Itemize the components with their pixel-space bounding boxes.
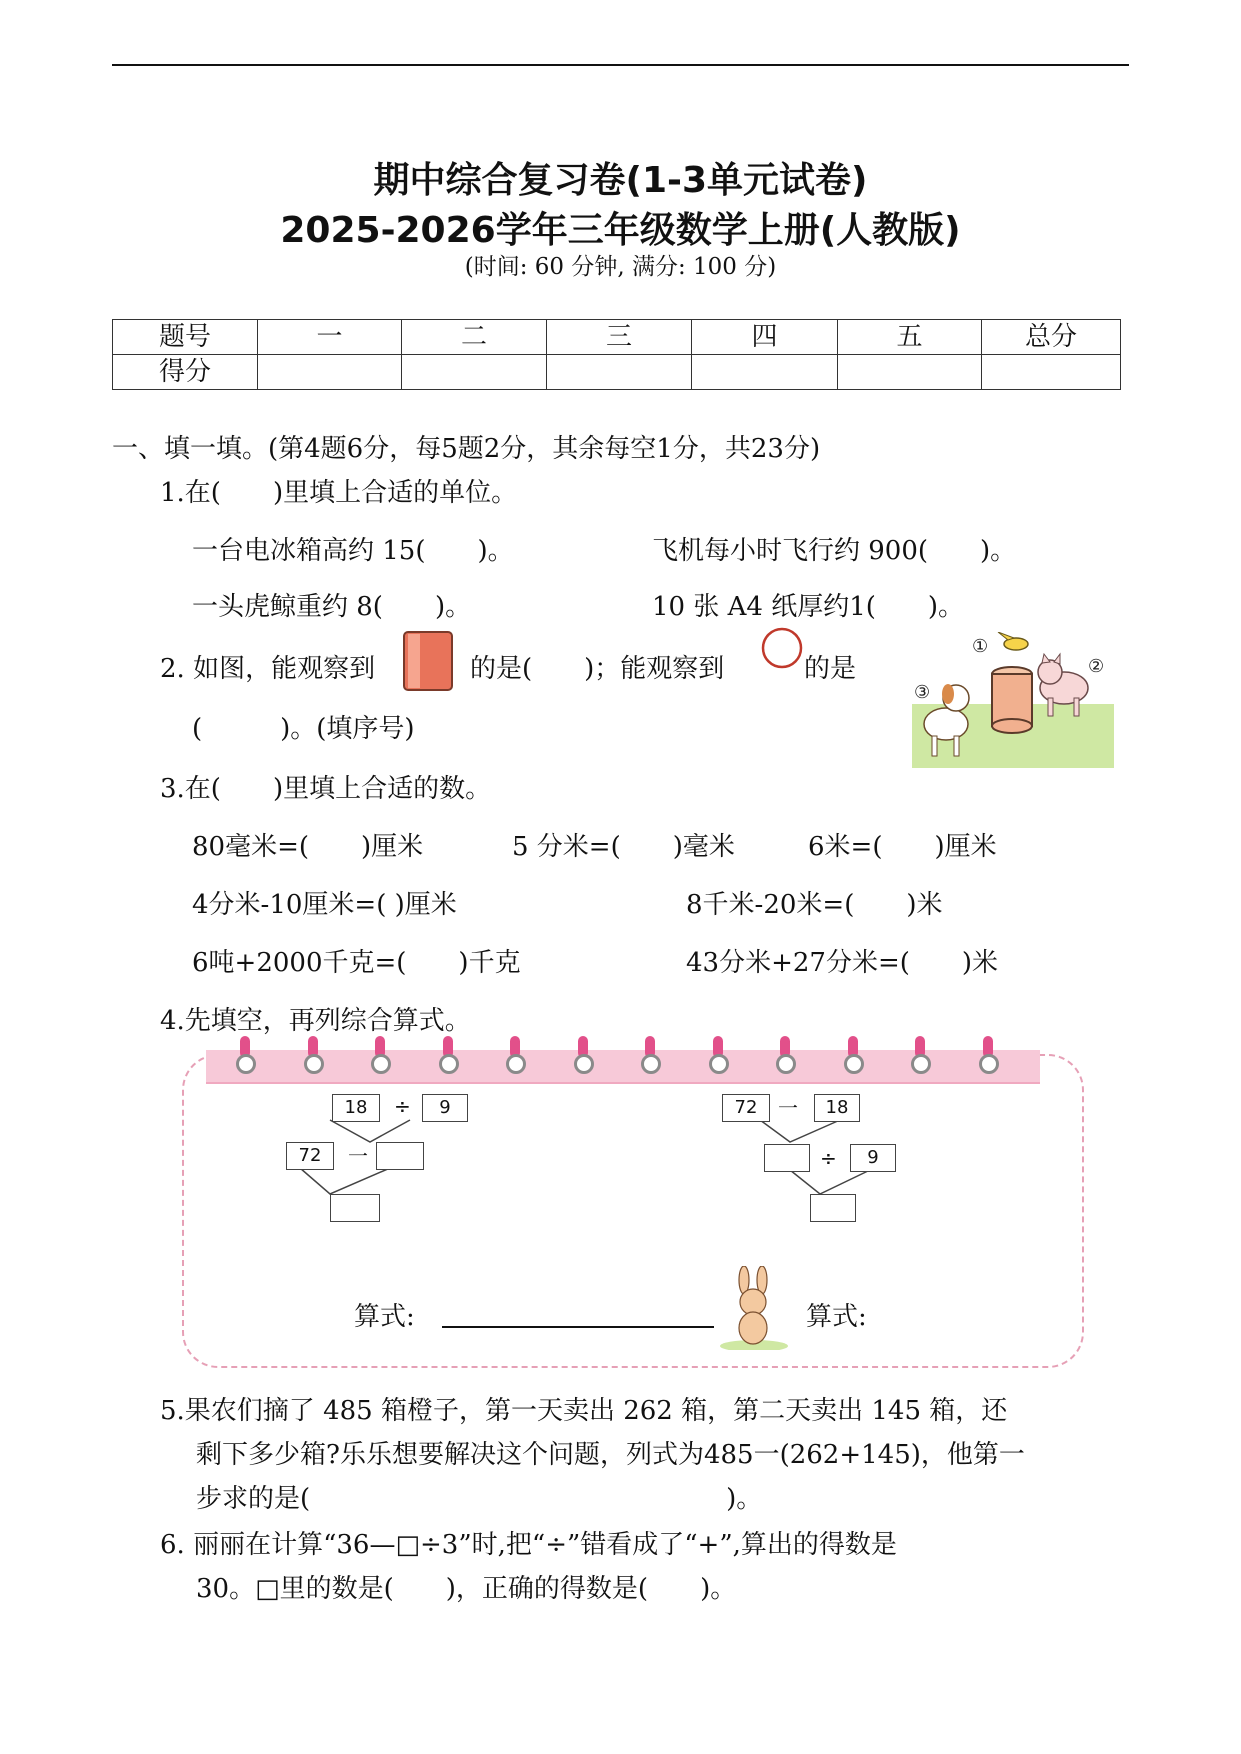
score-table-header-row	[113, 320, 1121, 355]
q5-line1: 5.果农们摘了 485 箱橙子，第一天卖出 262 箱，第二天卖出 145 箱，还	[160, 1396, 1008, 1426]
score-input-5[interactable]	[838, 355, 982, 390]
q2-text-part4: ( )。(填序号)	[192, 714, 415, 744]
score-cell-1: 一	[258, 320, 402, 355]
score-cell-2: 二	[402, 320, 547, 355]
observation-scene-image	[912, 632, 1114, 768]
ring-hole	[574, 1054, 594, 1074]
right-mid-answer-box[interactable]	[764, 1144, 810, 1172]
rabbit-icon	[716, 1266, 790, 1350]
q6-line2: 30。□里的数是( )，正确的得数是( )。	[196, 1574, 737, 1604]
q3-stem: 3.在( )里填上合适的数。	[160, 774, 492, 804]
q3-item-b: 5 分米=( )毫米	[512, 832, 735, 862]
score-table	[112, 319, 1121, 390]
ring-hole	[304, 1054, 324, 1074]
left-mid-operator: 一	[348, 1144, 368, 1168]
right-top-number-a: 72	[722, 1094, 770, 1122]
time-and-score-note: (时间: 60 分钟, 满分: 100 分)	[464, 254, 777, 280]
ring-hole	[439, 1054, 459, 1074]
score-cell-4: 四	[692, 320, 838, 355]
q1-stem: 1.在( )里填上合适的单位。	[160, 478, 518, 508]
score-input-2[interactable]	[402, 355, 547, 390]
cylinder-side-view-icon	[402, 630, 454, 692]
score-input-4[interactable]	[692, 355, 838, 390]
left-top-operator: ÷	[394, 1094, 411, 1118]
ring-hole	[979, 1054, 999, 1074]
right-top-number-b: 18	[814, 1094, 860, 1122]
ring-hole	[641, 1054, 661, 1074]
left-final-answer-box[interactable]	[330, 1194, 380, 1222]
left-top-number-b: 9	[422, 1094, 468, 1122]
score-table-score-row	[113, 355, 1121, 390]
q2-text-part3: 的是	[804, 654, 857, 684]
ring-hole	[776, 1054, 796, 1074]
score-cell-label: 题号	[113, 320, 258, 355]
q4-stem: 4.先填空，再列综合算式。	[160, 1006, 471, 1036]
section1-heading: 一、填一填。(第4题6分，每5题2分，其余每空1分，共23分)	[112, 434, 821, 464]
exam-subtitle-grade: 2025-2026学年三年级数学上册(人教版)	[280, 210, 961, 251]
right-mid-number-b: 9	[850, 1144, 896, 1172]
ring-hole	[911, 1054, 931, 1074]
q1-item-b: 飞机每小时飞行约 900( )。	[652, 536, 1017, 566]
circle-top-view-icon	[760, 626, 804, 670]
ring-hole	[844, 1054, 864, 1074]
score-cell-total: 总分	[982, 320, 1121, 355]
q2-text-part2: 的是( )；能观察到	[470, 654, 725, 684]
score-input-total[interactable]	[982, 355, 1121, 390]
right-final-answer-box[interactable]	[810, 1194, 856, 1222]
q6-line1: 6. 丽丽在计算“36—□÷3”时,把“÷”错看成了“+”,算出的得数是	[160, 1530, 897, 1560]
ring-hole	[371, 1054, 391, 1074]
score-input-1[interactable]	[258, 355, 402, 390]
q1-item-d: 10 张 A4 纸厚约1( )。	[652, 592, 965, 622]
right-mid-operator: ÷	[820, 1146, 837, 1170]
label-one: ①	[972, 636, 989, 657]
exam-title: 期中综合复习卷(1-3单元试卷)	[373, 160, 868, 201]
label-three: ③	[914, 682, 931, 703]
left-top-number-a: 18	[332, 1094, 380, 1122]
left-formula-label: 算式:	[354, 1302, 415, 1332]
q1-item-c: 一头虎鲸重约 8( )。	[192, 592, 472, 622]
q1-item-a: 一台电冰箱高约 15( )。	[192, 536, 514, 566]
score-cell-3: 三	[547, 320, 692, 355]
left-mid-number-a: 72	[286, 1142, 334, 1170]
q3-item-c: 6米=( )厘米	[808, 832, 997, 862]
header-rule	[112, 64, 1129, 66]
score-input-3[interactable]	[547, 355, 692, 390]
q2-text-part1: 2. 如图，能观察到	[160, 654, 376, 684]
score-row-label: 得分	[113, 355, 258, 390]
left-formula-answer-line[interactable]	[442, 1326, 714, 1328]
q5-line3: 步求的是( )。	[196, 1484, 763, 1514]
q3-item-g: 43分米+27分米=( )米	[686, 948, 999, 978]
ring-hole	[236, 1054, 256, 1074]
right-top-operator: 一	[778, 1096, 798, 1120]
ring-hole	[709, 1054, 729, 1074]
ring-hole	[506, 1054, 526, 1074]
right-formula-label: 算式:	[806, 1302, 867, 1332]
q5-line2: 剩下多少箱?乐乐想要解决这个问题，列式为485一(262+145)，他第一	[196, 1440, 1025, 1470]
q3-item-e: 8千米-20米=( )米	[686, 890, 943, 920]
label-two: ②	[1088, 656, 1105, 677]
score-cell-5: 五	[838, 320, 982, 355]
q3-item-f: 6吨+2000千克=( )千克	[192, 948, 521, 978]
q3-item-d: 4分米-10厘米=( )厘米	[192, 890, 457, 920]
left-mid-answer-box[interactable]	[376, 1142, 424, 1170]
q3-item-a: 80毫米=( )厘米	[192, 832, 424, 862]
